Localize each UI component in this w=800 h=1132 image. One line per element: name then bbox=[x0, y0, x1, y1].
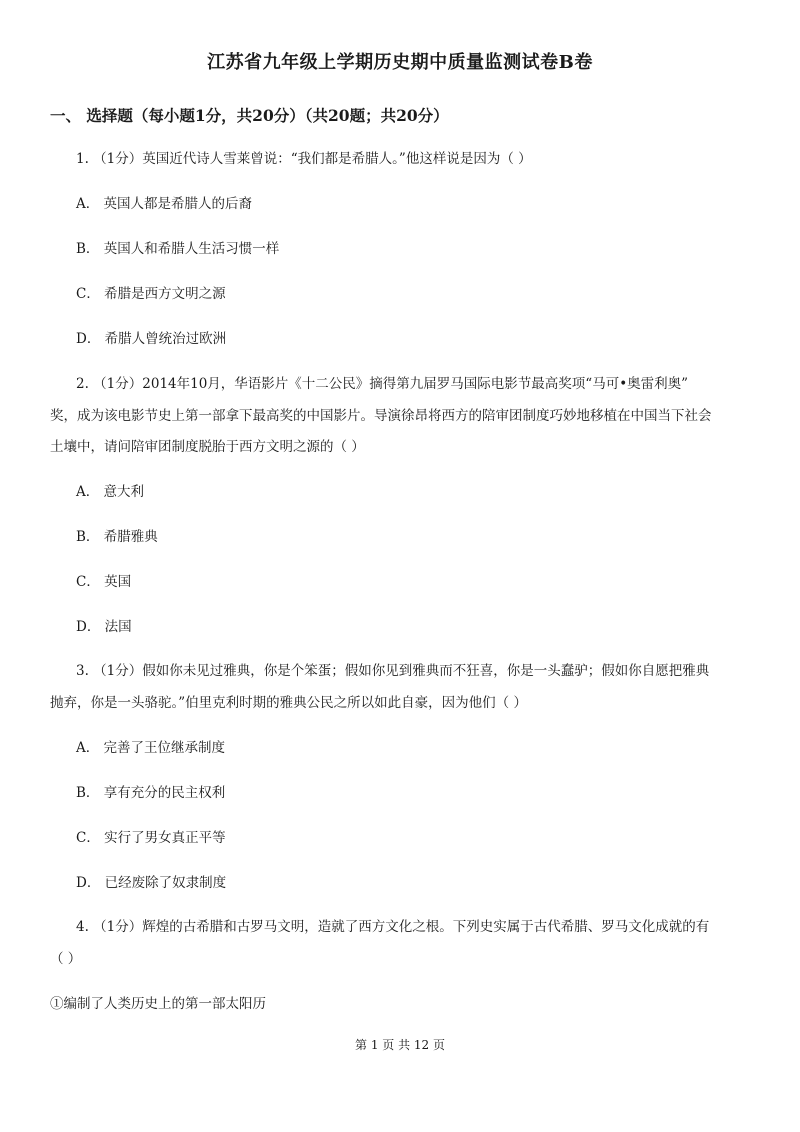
question-2-text-line-2: 奖，成为该电影节史上第一部拿下最高奖的中国影片。导演徐昂将西方的陪审团制度巧妙地移植在中国当下社会 bbox=[50, 408, 712, 424]
question-2-text-line-1: 2. （1分）2014年10月，华语影片《十二公民》摘得第九届罗马国际电影节最高奖项“马可•奥雷利奥” bbox=[76, 376, 689, 392]
page-footer: 第 1 页 共 12 页 bbox=[355, 1038, 445, 1052]
page-title: 江苏省九年级上学期历史期中质量监测试卷B卷 bbox=[207, 52, 593, 73]
question-1-text: 1. （1分）英国近代诗人雪莱曾说：“我们都是希腊人。”他这样说是因为（ ） bbox=[76, 151, 532, 167]
question-1-option-b: B． 英国人和希腊人生活习惯一样 bbox=[76, 241, 280, 257]
question-2-text-line-3: 土壤中，请问陪审团制度脱胎于西方文明之源的（ ） bbox=[50, 439, 365, 455]
question-3-option-c: C． 实行了男女真正平等 bbox=[76, 830, 226, 846]
section-heading: 一、 选择题（每小题1分，共20分）（共20题；共20分） bbox=[50, 106, 449, 125]
question-3-text-line-2: 抛弃，你是一头骆驼。”伯里克利时期的雅典公民之所以如此自豪，因为他们（ ） bbox=[50, 695, 527, 711]
question-3-text-line-1: 3. （1分）假如你未见过雅典，你是个笨蛋；假如你见到雅典而不狂喜，你是一头蠢驴；假如你自愿把雅典 bbox=[76, 663, 710, 679]
question-2-option-a: A． 意大利 bbox=[76, 484, 145, 500]
question-2-option-b: B． 希腊雅典 bbox=[76, 529, 158, 545]
question-2-option-c: C． 英国 bbox=[76, 574, 132, 590]
question-3-option-b: B． 享有充分的民主权利 bbox=[76, 785, 226, 801]
question-4-text-line-1: 4. （1分）辉煌的古希腊和古罗马文明，造就了西方文化之根。下列史实属于古代希腊、罗马文化成就的有 bbox=[76, 919, 710, 935]
question-4-statement-1: ①编制了人类历史上的第一部太阳历 bbox=[50, 996, 266, 1012]
question-3-option-d: D． 已经废除了奴隶制度 bbox=[76, 875, 227, 891]
question-2-option-d: D． 法国 bbox=[76, 619, 132, 635]
question-3-option-a: A． 完善了王位继承制度 bbox=[76, 740, 226, 756]
question-4-text-line-2: （ ） bbox=[50, 951, 82, 967]
question-1-option-c: C． 希腊是西方文明之源 bbox=[76, 286, 226, 302]
question-1-option-d: D． 希腊人曾统治过欧洲 bbox=[76, 331, 227, 347]
question-1-option-a: A． 英国人都是希腊人的后裔 bbox=[76, 196, 253, 212]
